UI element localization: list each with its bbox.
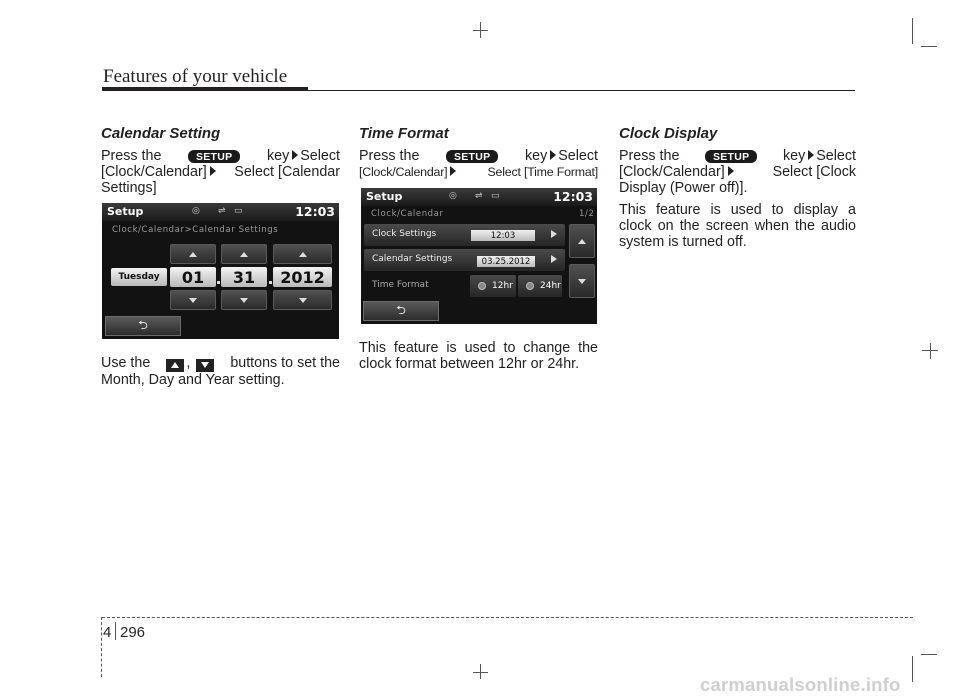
format-12hr-option[interactable] bbox=[470, 275, 516, 297]
header-rule-thin bbox=[308, 90, 855, 92]
page-number-separator bbox=[115, 622, 116, 640]
instruction-text: [Clock/Calendar] bbox=[359, 165, 448, 179]
up-button-icon bbox=[166, 359, 184, 372]
disc-icon: ◎ bbox=[192, 206, 200, 216]
arrow-right-icon bbox=[210, 166, 216, 176]
arrow-right-icon bbox=[808, 150, 814, 160]
page-indicator: 1/2 bbox=[579, 209, 595, 219]
footer-rule-vertical bbox=[101, 617, 102, 677]
clock-settings-row[interactable] bbox=[364, 224, 565, 246]
site-watermark: carmanualsonline.info bbox=[700, 674, 901, 695]
instruction-text: Press the bbox=[359, 148, 420, 164]
setup-key-badge: SETUP bbox=[188, 150, 241, 163]
instruction-text: Select bbox=[558, 148, 598, 164]
back-button[interactable] bbox=[363, 301, 439, 321]
instruction-text: key bbox=[782, 148, 806, 164]
page-header-title: Features of your vehicle bbox=[103, 66, 288, 87]
instruction-text bbox=[783, 148, 856, 164]
row-label: Clock Settings bbox=[372, 229, 437, 239]
crop-mark-right bbox=[930, 343, 931, 359]
setup-key-badge: SETUP bbox=[446, 150, 499, 163]
month-down-button[interactable] bbox=[170, 290, 216, 310]
instruction-text bbox=[525, 148, 598, 164]
instruction-text: [Clock/Calendar] bbox=[619, 164, 725, 180]
day-field[interactable]: 31 bbox=[221, 267, 267, 287]
format-24hr-option[interactable] bbox=[518, 275, 562, 297]
crop-mark-right bbox=[922, 350, 938, 351]
instruction-line: Settings] bbox=[101, 180, 157, 196]
screen-clock: 12:03 bbox=[553, 189, 593, 204]
instruction-text: key bbox=[524, 148, 548, 164]
usb-icon: ⇌ bbox=[475, 191, 483, 201]
option-label: 24hr bbox=[540, 281, 561, 291]
year-down-button[interactable] bbox=[273, 290, 332, 310]
clock-display-heading: Clock Display bbox=[619, 125, 718, 142]
instruction-text bbox=[619, 164, 736, 180]
row-value: 03.25.2012 bbox=[477, 256, 535, 267]
radio-icon bbox=[478, 282, 486, 290]
instruction-text: Select [Clock bbox=[772, 164, 856, 180]
instruction-text: key bbox=[266, 148, 290, 164]
page-number: 296 bbox=[120, 624, 146, 641]
month-field[interactable]: 01 bbox=[170, 267, 216, 287]
instruction-line bbox=[359, 164, 598, 180]
instruction-text bbox=[267, 148, 340, 164]
chapter-number: 4 bbox=[103, 624, 112, 641]
option-label: 12hr bbox=[492, 281, 513, 291]
instruction-text: Press the bbox=[619, 148, 680, 164]
aux-icon: ▭ bbox=[491, 191, 500, 201]
crop-mark-bottom-right bbox=[912, 656, 913, 682]
crop-mark-bottom bbox=[473, 672, 488, 673]
time-format-label: Time Format bbox=[372, 280, 429, 290]
footer-rule bbox=[102, 617, 913, 618]
chevron-right-icon bbox=[551, 255, 557, 263]
usage-line bbox=[101, 355, 340, 372]
crop-mark-top-right bbox=[912, 18, 913, 44]
back-arrow-icon: ⮌ bbox=[138, 317, 148, 332]
year-up-button[interactable] bbox=[273, 244, 332, 264]
instruction-text bbox=[101, 164, 218, 180]
usage-line: Month, Day and Year setting. bbox=[101, 371, 285, 388]
usage-text: Use the bbox=[101, 355, 151, 372]
scroll-down-button[interactable] bbox=[569, 264, 595, 298]
usage-buttons bbox=[164, 355, 216, 372]
arrow-right-icon bbox=[550, 150, 556, 160]
back-button[interactable] bbox=[105, 316, 181, 336]
date-separator bbox=[217, 281, 220, 284]
arrow-right-icon bbox=[450, 166, 456, 176]
date-separator bbox=[269, 281, 272, 284]
back-arrow-icon: ⮌ bbox=[396, 302, 406, 317]
instruction-line bbox=[101, 148, 340, 164]
chevron-right-icon bbox=[551, 230, 557, 238]
usage-text: , bbox=[186, 355, 191, 371]
crop-mark-bottom-right bbox=[921, 654, 937, 655]
crop-mark-top-right bbox=[921, 46, 937, 47]
screen-title: Setup bbox=[366, 190, 403, 203]
disc-icon: ◎ bbox=[449, 191, 457, 201]
scroll-up-button[interactable] bbox=[569, 224, 595, 258]
calendar-setting-section bbox=[101, 126, 340, 196]
time-format-description bbox=[359, 340, 598, 378]
clock-calendar-screen bbox=[361, 188, 597, 324]
instruction-text: Select [Time Format] bbox=[487, 165, 598, 179]
month-up-button[interactable] bbox=[170, 244, 216, 264]
row-label: Calendar Settings bbox=[372, 254, 453, 264]
screen-breadcrumb: Clock/Calendar>Calendar Settings bbox=[112, 225, 279, 235]
instruction-line bbox=[619, 148, 856, 164]
crop-mark-top bbox=[473, 30, 488, 31]
description-text: This feature is used to change the clock format between 12hr or 24hr. bbox=[359, 340, 598, 372]
instruction-line bbox=[359, 148, 598, 164]
screen-breadcrumb: Clock/Calendar bbox=[371, 209, 444, 219]
year-field[interactable]: 2012 bbox=[273, 267, 332, 287]
time-format-section bbox=[359, 126, 598, 186]
day-down-button[interactable] bbox=[221, 290, 267, 310]
row-value: 12:03 bbox=[471, 230, 535, 241]
down-button-icon bbox=[196, 359, 214, 372]
instruction-text: Press the bbox=[101, 148, 162, 164]
weekday-field: Tuesday bbox=[111, 268, 167, 286]
calendar-usage-text bbox=[101, 355, 340, 388]
arrow-right-icon bbox=[728, 166, 734, 176]
calendar-settings-screen bbox=[102, 203, 339, 339]
calendar-settings-row[interactable] bbox=[364, 249, 565, 271]
day-up-button[interactable] bbox=[221, 244, 267, 264]
arrow-right-icon bbox=[292, 150, 298, 160]
instruction-text: [Clock/Calendar] bbox=[101, 164, 207, 180]
screen-clock: 12:03 bbox=[295, 204, 335, 219]
instruction-text: Select [Calendar bbox=[234, 164, 340, 180]
instruction-text bbox=[359, 164, 458, 180]
header-rule-thick bbox=[102, 87, 308, 91]
instruction-text: Select bbox=[816, 148, 856, 164]
instruction-text: Select bbox=[300, 148, 340, 164]
aux-icon: ▭ bbox=[234, 206, 243, 216]
instruction-line bbox=[101, 164, 340, 180]
description-text: This feature is used to display a clock on the screen when the audio system is turned off. bbox=[619, 202, 856, 250]
instruction-line bbox=[619, 164, 856, 180]
calendar-setting-heading: Calendar Setting bbox=[101, 125, 221, 142]
clock-display-section bbox=[619, 126, 856, 256]
setup-key-badge: SETUP bbox=[705, 150, 758, 163]
usage-text: buttons to set the bbox=[230, 355, 340, 372]
instruction-line: Display (Power off)]. bbox=[619, 180, 748, 196]
screen-title: Setup bbox=[107, 205, 144, 218]
time-format-heading: Time Format bbox=[359, 125, 449, 142]
usb-icon: ⇌ bbox=[218, 206, 226, 216]
radio-icon bbox=[526, 282, 534, 290]
